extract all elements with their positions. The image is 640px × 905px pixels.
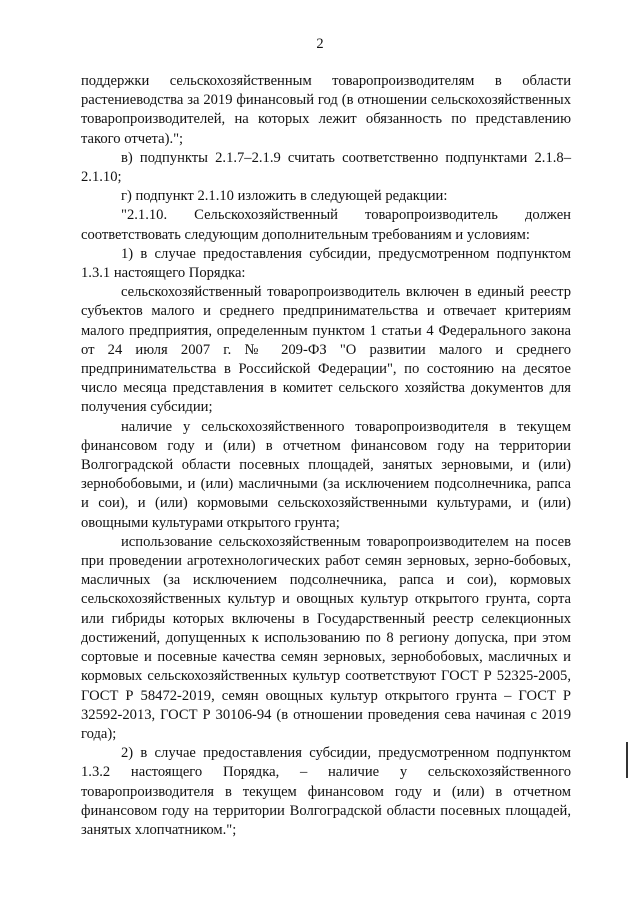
paragraph-case-2: 2) в случае предоставления субсидии, предусмотренном подпунктом 1.3.2 настоящего Порядка, – наличие у сельскохозяйственного товаропроизводителя в текущем финансовом году и (или) в отчетном финансовом году на территории Волгоградской области посевных площадей, занятых хлопчатником."; xyxy=(81,745,571,838)
page-number: 2 xyxy=(316,36,324,52)
paragraph-2-1-10: "2.1.10. Сельскохозяйственный товаропроизводитель должен соответствовать следующим дополнительным требованиям и условиям: xyxy=(81,207,571,243)
scan-mark xyxy=(626,742,628,778)
paragraph-small-enterprise: сельскохозяйственный товаропроизводитель включен в единый реестр субъектов малого и среднего предпринимательства и отвечает критериям малого предприятия, определенным пунктом 1 статьи 4 Федерального закона от 24 июля 2007 г. № 209-ФЗ "О развитии малого и среднего предпринимательства в Российской Федерации", по состоянию на десятое число месяца представления в комитет сельского хозяйства документов для получения субсидии; xyxy=(81,284,571,416)
document-body xyxy=(81,72,571,840)
paragraph-item-g: г) подпункт 2.1.10 изложить в следующей редакции: xyxy=(121,188,448,205)
paragraph-case-1: 1) в случае предоставления субсидии, предусмотренном подпунктом 1.3.1 настоящего Порядка: xyxy=(81,245,571,282)
paragraph-sown-areas: наличие у сельскохозяйственного товаропроизводителя в текущем финансовом году и (или) в отчетном финансовом году на территории Волгоградской области посевных площадей, занятых зерновыми, и (или) зернобобовыми, и (или) масличными (за исключением подсолнечника, рапса и сои), и (или) кормовыми сельскохозяйственными культурами, и (или) овощными культурами открытого грунта; xyxy=(81,418,571,531)
paragraph-seed-usage: использование сельскохозяйственным товаропроизводителем на посев при проведении агротехнологических работ семян зерновых, зерно-бобовых, масличных (за исключением подсолнечника, рапса и сои), кормовых сельскохозяйственных культур и овощных культур открытого грунта, сорта или гибриды которых включены в Государственный реестр селекционных достижений, допущенных к использованию по 8 региону допуска, при этом сортовые и посевные качества семян зерновых, зернобобовых, масличных и кормовых сельскохозяйственных культур соответствуют ГОСТ Р 52325-2005, ГОСТ Р 58472-2019, семян овощных культур открытого грунта – ГОСТ Р 32592-2013, ГОСТ Р 30106-94 (в отношении проведения сева начиная с 2019 года); xyxy=(81,533,571,742)
paragraph-continuation: поддержки сельскохозяйственным товаропроизводителям в области растениеводства за 2019 финансовый год (в отношении сельскохозяйственных товаропроизводителей, на которых лежит обязанность по представлению такого отчета)."; xyxy=(81,73,571,147)
paragraph-item-v: в) подпункты 2.1.7–2.1.9 считать соответственно подпунктами 2.1.8–2.1.10; xyxy=(81,149,571,186)
